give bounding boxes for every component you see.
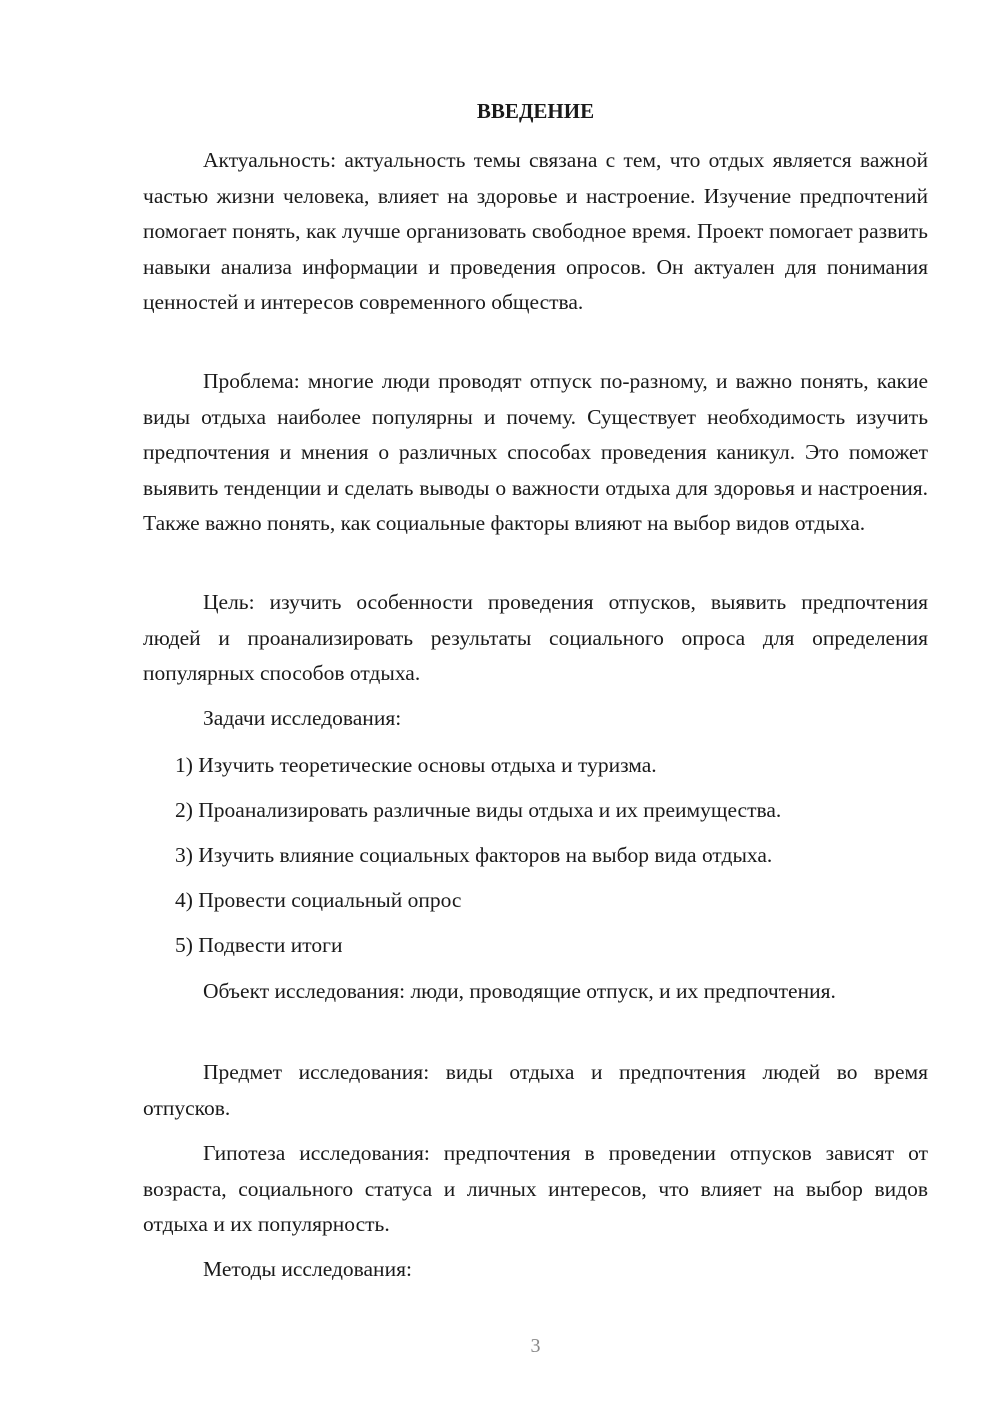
paragraph-goal: Цель: изучить особенности проведения отпусков, выявить предпочтения людей и проанализировать результаты социального опроса для определения популярных способов отдыха.	[143, 590, 928, 685]
task-item-3: 3) Изучить влияние социальных факторов на выбор вида отдыха.	[175, 843, 773, 867]
paragraph-relevance: Актуальность: актуальность темы связана с тем, что отдых является важной частью жизни человека, влияет на здоровье и настроение. Изучение предпочтений помогает понять, как лучше организовать свободное время. Проект помогает развить навыки анализа информации и проведения опросов. Он актуален для понимания ценностей и интересов современного общества.	[143, 148, 928, 314]
paragraph-object: Объект исследования: люди, проводящие отпуск, и их предпочтения.	[203, 979, 836, 1003]
document-page	[143, 0, 928, 1414]
section-title: ВВЕДЕНИЕ	[476, 99, 595, 123]
task-item-1: 1) Изучить теоретические основы отдыха и туризма.	[175, 753, 657, 777]
tasks-heading: Задачи исследования:	[203, 706, 402, 730]
methods-heading: Методы исследования:	[203, 1257, 412, 1281]
task-item-2: 2) Проанализировать различные виды отдыха и их преимущества.	[175, 798, 782, 822]
task-item-4: 4) Провести социальный опрос	[175, 888, 462, 912]
paragraph-subject: Предмет исследования: виды отдыха и предпочтения людей во время отпусков.	[143, 1060, 928, 1120]
task-item-5: 5) Подвести итоги	[175, 933, 343, 957]
paragraph-hypothesis: Гипотеза исследования: предпочтения в проведении отпусков зависят от возраста, социального статуса и личных интересов, что влияет на выбор видов отдыха и их популярность.	[143, 1141, 928, 1236]
paragraph-problem: Проблема: многие люди проводят отпуск по-разному, и важно понять, какие виды отдыха наиболее популярны и почему. Существует необходимость изучить предпочтения и мнения о различных способах проведения каникул. Это поможет выявить тенденции и сделать выводы о важности отдыха для здоровья и настроения. Также важно понять, как социальные факторы влияют на выбор видов отдыха.	[143, 369, 928, 535]
page-number: 3	[530, 1335, 541, 1357]
